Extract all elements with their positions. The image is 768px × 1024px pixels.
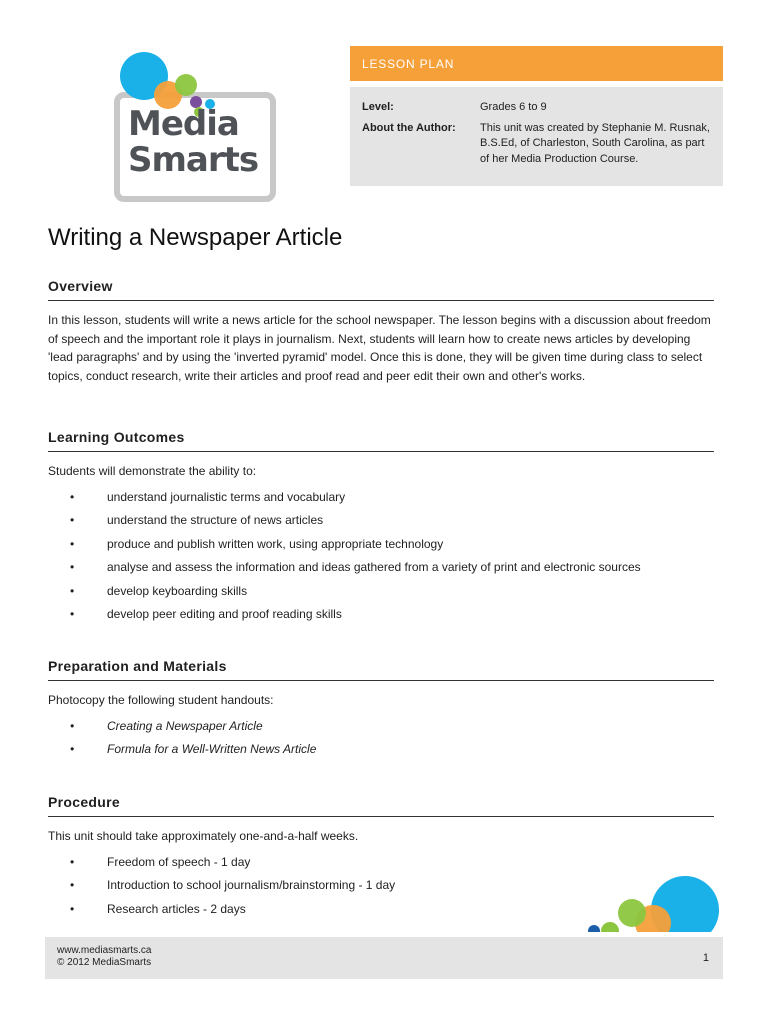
procedure-heading: Procedure (48, 794, 714, 817)
level-label: Level: (362, 101, 394, 113)
page-footer (45, 937, 723, 979)
preparation-heading: Preparation and Materials (48, 658, 714, 681)
overview-section (48, 278, 714, 385)
author-value: This unit was created by Stephanie M. Rusnak, B.S.Ed, of Charleston, South Carolina, as part of her Media Production Course. (480, 121, 710, 165)
overview-text: In this lesson, students will write a news article for the school newspaper. The lesson begins with a discussion about freedom of speech and the important role it plays in journalism. Next, students will learn how to create news articles by developing 'lead paragraphs' and by using the 'inverted pyramid' model. Once this is done, they will be given time during class to select topics, conduct research, write their articles and proof read and peer edit their own and other's works. (48, 313, 711, 383)
list-item: • develop keyboarding skills (48, 583, 714, 607)
outcomes-heading: Learning Outcomes (48, 429, 714, 452)
page-title: Writing a Newspaper Article (48, 224, 343, 251)
logo-line-1: Media (128, 104, 239, 144)
list-item: • Creating a Newspaper Article (48, 718, 714, 742)
list-item: • understand journalistic terms and vocabulary (48, 489, 714, 513)
list-item: • understand the structure of news articles (48, 512, 714, 536)
list-item: • develop peer editing and proof reading skills (48, 606, 714, 630)
author-row (362, 121, 711, 168)
list-item: • Introduction to school journalism/brainstorming - 1 day (48, 877, 714, 901)
procedure-intro: This unit should take approximately one-and-a-half weeks. (48, 829, 359, 843)
level-value: Grades 6 to 9 (480, 101, 547, 113)
level-row (362, 100, 711, 116)
list-item: • Formula for a Well-Written News Article (48, 741, 714, 765)
page-number: 1 (702, 952, 709, 964)
overview-heading: Overview (48, 278, 714, 301)
logo-line-2: Smarts (128, 140, 259, 180)
outcomes-section (48, 429, 714, 630)
list-item: • analyse and assess the information and ideas gathered from a variety of print and electronic sources (48, 559, 714, 583)
footer-copyright: © 2012 MediaSmarts (57, 957, 152, 968)
lesson-meta (350, 87, 723, 186)
outcomes-list (48, 489, 714, 630)
outcomes-intro: Students will demonstrate the ability to: (48, 464, 257, 478)
handouts-list (48, 718, 714, 765)
mediasmarts-logo (108, 50, 274, 196)
list-item: • produce and publish written work, using appropriate technology (48, 536, 714, 560)
preparation-intro: Photocopy the following student handouts: (48, 693, 274, 707)
logo-wordmark (128, 106, 268, 178)
preparation-section (48, 658, 714, 765)
list-item: • Freedom of speech - 1 day (48, 854, 714, 878)
list-item: • Research articles - 2 days (48, 901, 714, 925)
lesson-plan-bar: LESSON PLAN (350, 46, 723, 81)
corner-dots-decoration (580, 870, 725, 932)
author-label: About the Author: (362, 121, 456, 134)
footer-url[interactable]: www.mediasmarts.ca (57, 945, 152, 956)
